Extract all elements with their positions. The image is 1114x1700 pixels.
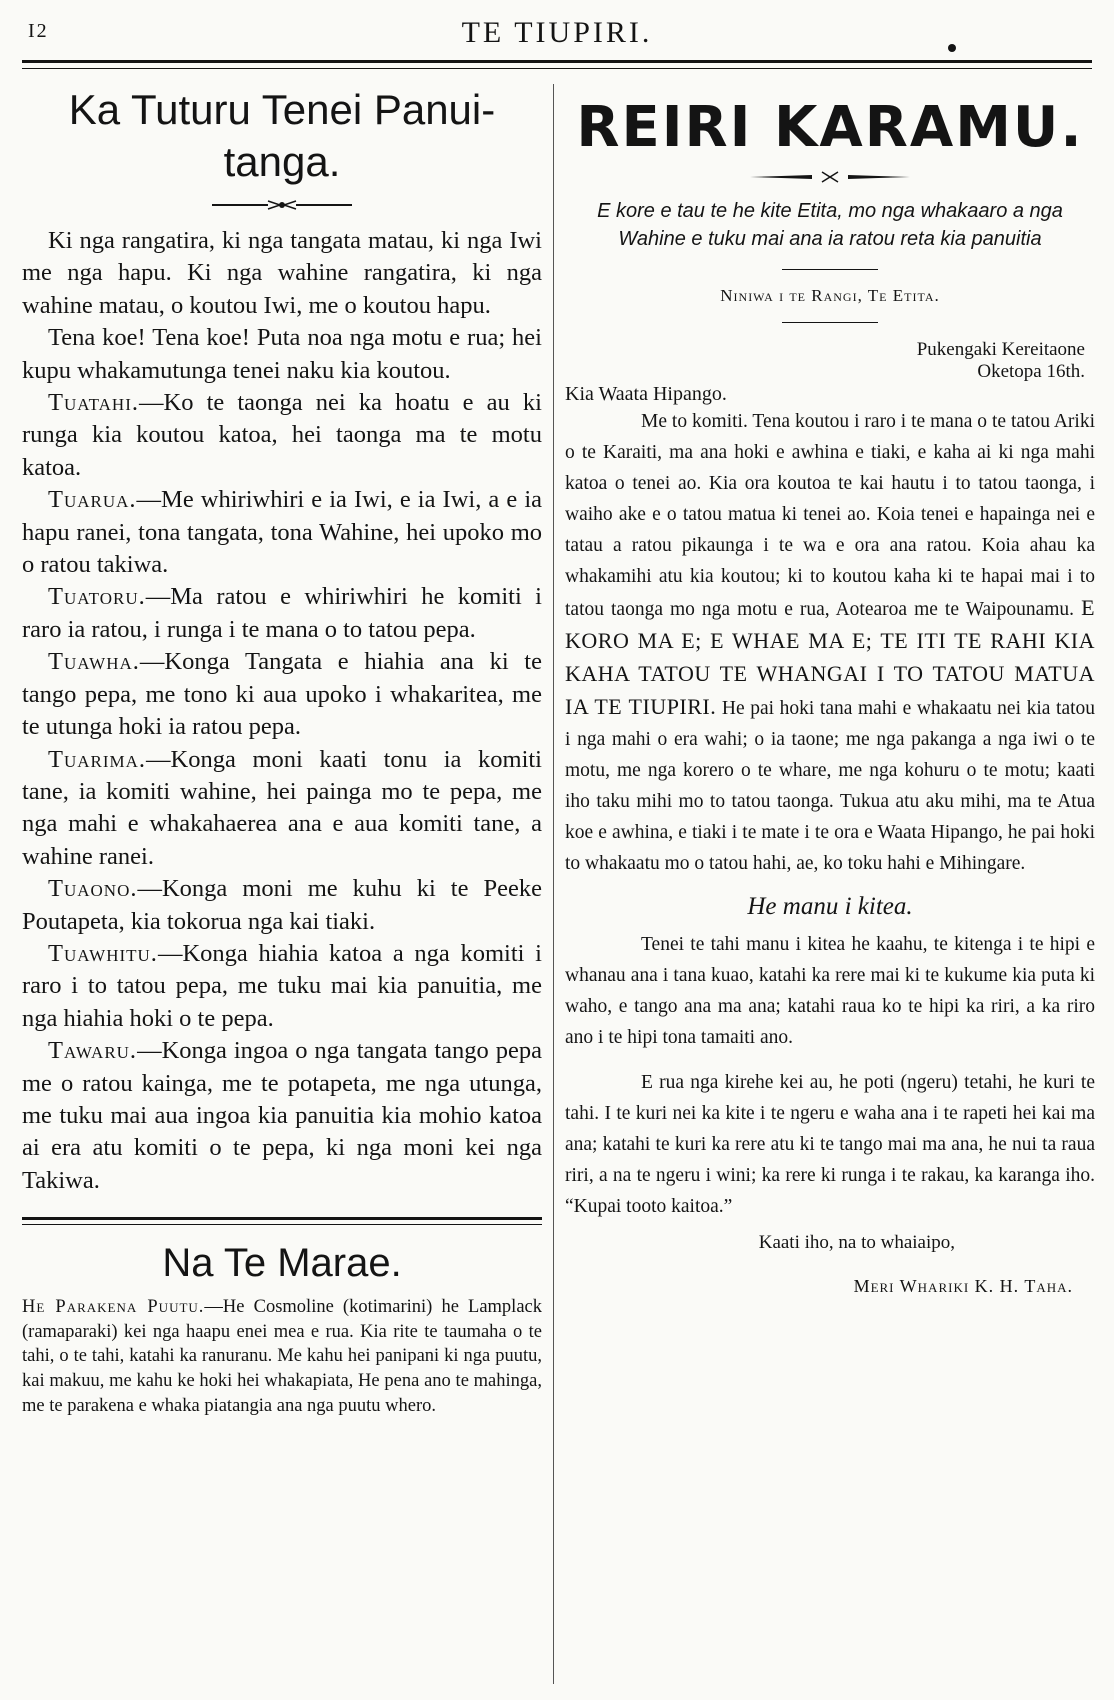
clause-paragraph bbox=[22, 938, 542, 1035]
newspaper-title: TE TIUPIRI. bbox=[461, 16, 653, 49]
clause-label: Tuatoru. bbox=[48, 583, 146, 611]
clause-label: Tuawha. bbox=[48, 648, 140, 676]
decorative-dot bbox=[948, 44, 956, 52]
ornament-divider bbox=[22, 198, 542, 217]
clause-label: Tuarima. bbox=[48, 745, 147, 773]
letter-signoff: Kaati iho, na to whaiaipo, bbox=[758, 1232, 955, 1253]
header-rule bbox=[22, 60, 1092, 63]
letter-text: Me to komiti. Tena koutou i raro i te mana o te tatou Ariki o te Karaiti, ma ana hoki e awhina e tiaki, e kaha ai ki nga mahi katoa o tenei ao. Kia ora koutoa te kai hautu i to tatou taonga, i waiho ake e o tatou matua ki tenei ao. Koia tenei e hapainga nei e tatau a ratou pikaunga i te wa e ora ana ratou. Koia ahau ka whakamihi atu kia koutou; ki to koutou kaha ki te hapai mai i to tatou taonga mo nga motu e rua, Aotearoa me te Waipounamu. bbox=[565, 411, 1095, 620]
ornament-divider-icon bbox=[212, 198, 352, 212]
section-heading: Na Te Marae. bbox=[162, 1241, 402, 1286]
clause-text: —Konga ingoa o nga tangata tango pepa me o ratou kainga, me te potapeta, me nga utunga, me tuku mai aua ingoa kia panuitia kia mohio katoa ai era atu komiti o te pepa, ki nga moni kei nga Takiwa. bbox=[22, 1037, 542, 1194]
sender-place: Pukengaki Kereitaone bbox=[916, 339, 1085, 360]
clause-label: Tawaru. bbox=[48, 1037, 138, 1065]
short-rule bbox=[782, 269, 878, 270]
announcement-heading bbox=[22, 84, 542, 188]
section-body bbox=[22, 1295, 542, 1418]
letter-signature: Meri Whariki K. H. Taha. bbox=[853, 1276, 1073, 1296]
clause-text: —Konga Tangata e hiahia ana ki te tango pepa, me tono ki aua upoko i whakaritea, me te utunga hoki ia ratou pepa. bbox=[22, 648, 542, 741]
announcement-body bbox=[22, 225, 542, 1197]
sender-date: Oketopa 16th. bbox=[977, 361, 1085, 382]
header-rule-thin bbox=[22, 68, 1092, 69]
clause-paragraph bbox=[22, 873, 542, 938]
section-label: He Parakena Puutu. bbox=[22, 1297, 205, 1318]
clause-paragraph bbox=[22, 484, 542, 581]
clause-text: —Ko te taonga nei ka hoatu e au ki runga kia koutou katoa, hei taonga ma te motu katoa. bbox=[22, 389, 542, 481]
clause-paragraph bbox=[22, 744, 542, 874]
letter-body bbox=[565, 406, 1095, 879]
section-text: —He Cosmoline (kotimarini) he Lamplack (ramaparaki) kei nga haapu enei mea e rua. Kia rite te taumaha o te tahi, o te tahi, katahi ka ranuranu. Me kahu hei panipani ki nga puutu, kai makuu, me kahu ke hoki hei whakapiata, He pena ano te mahinga, me te parakena e whaka piatangia ana nga puutu whero. bbox=[22, 1297, 542, 1416]
masthead: REIRI KARAMU. bbox=[576, 95, 1084, 160]
letter-paragraph: Tenei te tahi manu i kitea he kaahu, te kitenga i te hipi e whanau ana i tana kuao, katahi ka rere mai ki te kukume kia puta ki waho, e tango ana ma ana; katahi raua ko te hipi ka riri, a ka riro ano i te hipi tona tamaiti ano. bbox=[565, 934, 1095, 1048]
short-rule bbox=[782, 322, 878, 323]
greeting-paragraph: Tena koe! Tena koe! Puta noa nga motu e rua; hei kupu whakamutunga tenei naku kia koutou. bbox=[22, 324, 542, 384]
clause-paragraph bbox=[22, 1035, 542, 1197]
editorial-notice: E kore e tau te he kite Etita, mo nga whakaaro a nga Wahine e tuku mai ana ia ratou reta kia panuitia bbox=[597, 200, 1063, 250]
letter-addressee: Kia Waata Hipango. bbox=[565, 383, 727, 405]
heading-line-2: tanga. bbox=[223, 138, 341, 185]
letter-sender bbox=[565, 339, 1095, 383]
clause-text: —Me whiriwhiri e ia Iwi, e ia Iwi, a e ia hapu ranei, tona tangata, tona Wahine, hei upoko mo o ratou takiwa. bbox=[22, 486, 542, 579]
clause-paragraph bbox=[22, 581, 542, 646]
clause-text: —Konga moni me kuhu ki te Peeke Poutapeta, kia tokorua nga kai tiaki. bbox=[22, 875, 542, 935]
running-head bbox=[0, 14, 1114, 54]
clause-paragraph bbox=[22, 646, 542, 743]
right-column bbox=[565, 84, 1095, 1297]
letter-subheading: He manu i kitea. bbox=[747, 893, 913, 920]
clause-label: Tuarua. bbox=[48, 486, 137, 514]
letter-text: He pai hoki tana mahi e whakaatu nei kia tatou i nga mahi o era wahi; o ia taone; me nga pakanga a nga iwi o te motu, me nga korero o te whare, me nga kohuru o te motu; kaati iho taku mihi mo to tatou taonga. Tukua atu aku mihi, ma te Atua koe e awhina, e tiaki i te mate i te ora e Waata Hipango, he pai hoki to whakaatu mo o tatou hahi, ae, ko toku hahi e Mihingare. bbox=[565, 698, 1096, 874]
section-rule-thin bbox=[22, 1224, 542, 1225]
ornament-divider-icon bbox=[750, 170, 910, 184]
left-column bbox=[22, 84, 542, 1418]
clause-text: —Konga hiahia katoa a nga komiti i raro i to tatou pepa, me tuku mai kia panuitia, me nga hiahia hoki o te pepa. bbox=[22, 939, 542, 1032]
clause-label: Tuatahi. bbox=[48, 389, 139, 417]
clause-label: Tuaono. bbox=[48, 875, 138, 903]
column-divider bbox=[553, 84, 554, 1684]
editor-dateline: Niniwa i te Rangi, Te Etita. bbox=[720, 286, 940, 305]
clause-paragraph bbox=[22, 387, 542, 484]
heading-line-1: Ka Tuturu Tenei Panui- bbox=[68, 86, 496, 133]
letter-body bbox=[565, 929, 1095, 1222]
clause-text: —Konga moni kaati tonu ia komiti tane, ia komiti wahine, hei painga mo te pepa, me nga mahi e whakahaerea ana e aua komiti tane, a wahine ranei. bbox=[22, 745, 542, 870]
letter-paragraph: E rua nga kirehe kei au, he poti (ngeru) tetahi, he kuri te tahi. I te kuri nei ka kite i te ngeru e waha ana i te rapeti hei kai ma ana; katahi te kuri ka rere atu ki te tango mai ma ana, he nui ta raua riri, a na te ngeru i wini; ka rere ki runga i te rakau, ka karanga iho. “Kupai tooto kaitoa.” bbox=[565, 1072, 1095, 1217]
section-rule bbox=[22, 1217, 542, 1220]
clause-text: —Ma ratou e whiriwhiri he komiti i raro ia ratou, i runga i te mana o to tatou pepa. bbox=[22, 583, 542, 643]
letter-paragraph bbox=[565, 406, 1095, 879]
ornament-divider bbox=[565, 170, 1095, 189]
letter-caps-text: E KORO MA E; E WHAE MA E; TE ITI TE RAHI KIA KAHA TATOU TE WHANGAI I TO TATOU MATUA IA TE TIUPIRI. bbox=[565, 595, 1096, 719]
clause-label: Tuawhitu. bbox=[48, 939, 158, 967]
page-number: I2 bbox=[28, 20, 49, 42]
intro-paragraph: Ki nga rangatira, ki nga tangata matau, ki nga Iwi me nga hapu. Ki nga wahine rangatira, ki nga wahine matau, o koutou Iwi, me o koutou hapu. bbox=[22, 227, 542, 319]
